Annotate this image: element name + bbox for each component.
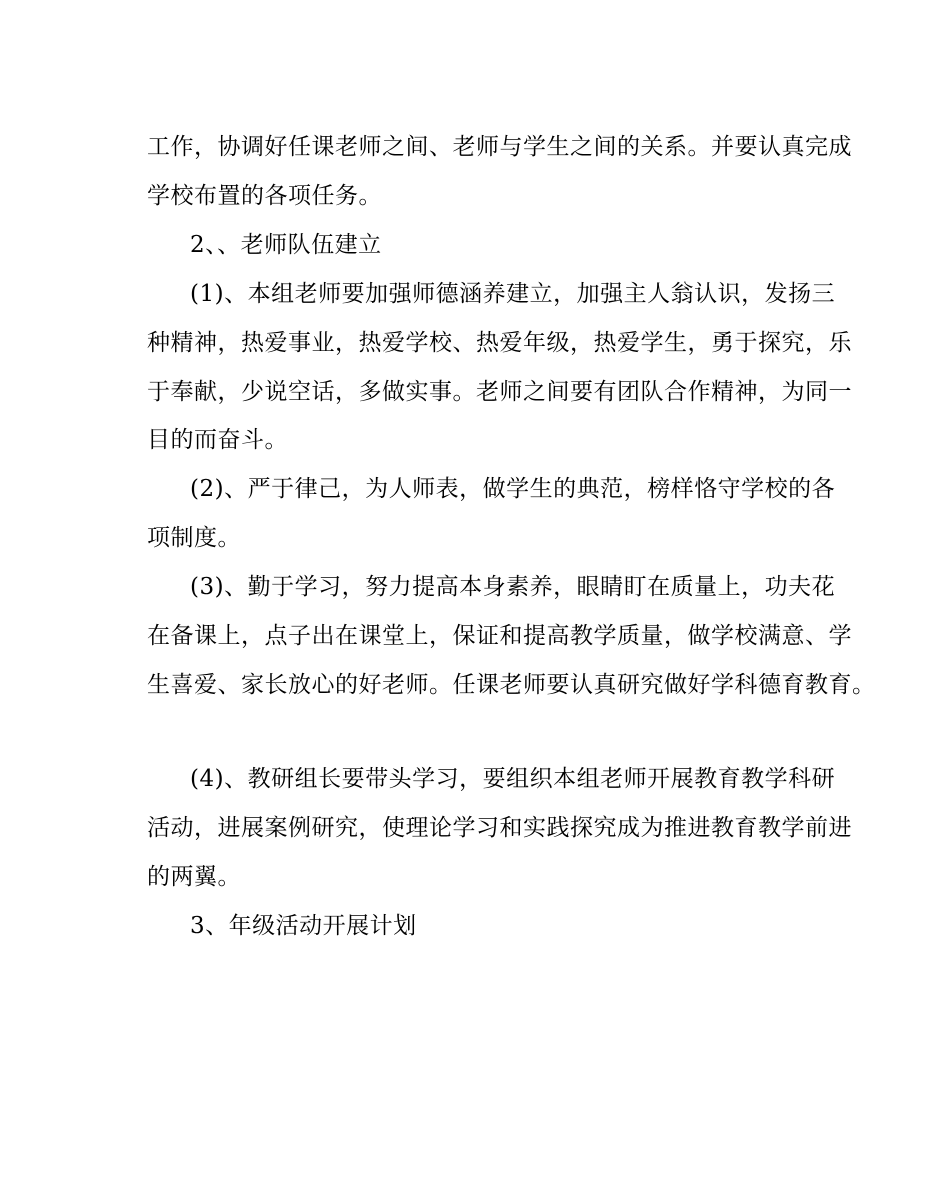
- text-line: 工作，协调好任课老师之间、老师与学生之间的关系。并要认真完成: [147, 134, 852, 160]
- text-line: 目的而奋斗。: [147, 427, 288, 453]
- text-line: 生喜爱、家长放心的好老师。任课老师要认真研究做好学科德育教育。: [147, 672, 876, 698]
- text-line: 在备课上，点子出在课堂上，保证和提高教学质量，做学校满意、学: [147, 623, 852, 649]
- text-line: (3)、勤于学习，努力提高本身素养，眼睛盯在质量上，功夫花: [190, 574, 836, 600]
- section-heading: 2、、老师队伍建立: [190, 232, 382, 258]
- text-line: (1)、本组老师要加强师德涵养建立，加强主人翁认识，发扬三: [190, 281, 836, 307]
- text-line: 项制度。: [147, 525, 241, 551]
- text-line: 种精神，热爱事业，热爱学校、热爱年级，热爱学生，勇于探究，乐: [147, 330, 852, 356]
- text-line: (2)、严于律己，为人师表，做学生的典范，榜样恪守学校的各: [190, 476, 836, 502]
- text-line: 活动，进展案例研究，使理论学习和实践探究成为推进教育教学前进: [147, 815, 852, 841]
- text-line: (4)、教研组长要带头学习，要组织本组老师开展教育教学科研: [190, 766, 836, 792]
- text-line: 的两翼。: [147, 864, 241, 890]
- text-line: 于奉献，少说空话，多做实事。老师之间要有团队合作精神，为同一: [147, 379, 852, 405]
- text-line: 学校布置的各项任务。: [147, 183, 382, 209]
- section-heading: 3、年级活动开展计划: [190, 913, 417, 939]
